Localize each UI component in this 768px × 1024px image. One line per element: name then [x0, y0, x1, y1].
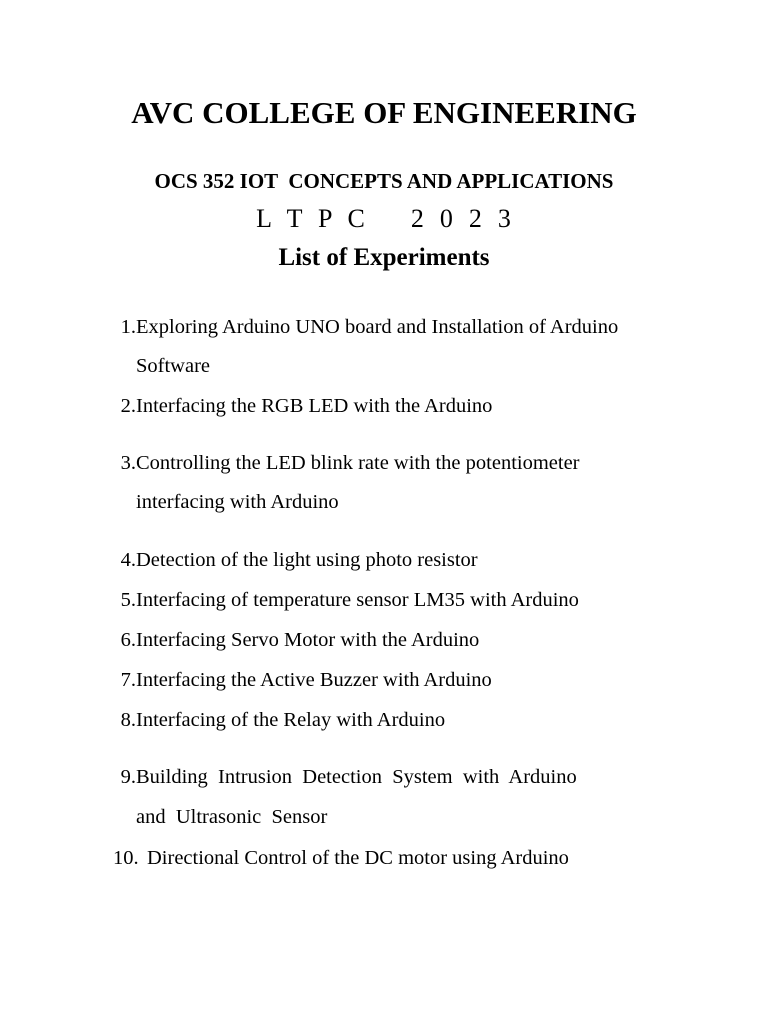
- item-number: 9.: [120, 766, 136, 788]
- item-number: 2.: [120, 395, 136, 417]
- list-title: List of Experiments: [278, 244, 490, 271]
- item-text: Exploring Arduino UNO board and Installation of Arduino: [136, 316, 619, 338]
- item-number: 3.: [120, 452, 136, 474]
- item-text: Controlling the LED blink rate with the potentiometer: [136, 452, 580, 474]
- college-title: AVC COLLEGE OF ENGINEERING: [131, 95, 637, 130]
- item-number: 1.: [120, 316, 136, 338]
- item-text-continuation: interfacing with Arduino: [136, 491, 339, 513]
- item-number: 5.: [120, 589, 136, 611]
- item-number: 6.: [120, 629, 136, 651]
- ltpc-line: L T P C 2 0 2 3: [256, 204, 512, 233]
- item-text: Interfacing the RGB LED with the Arduino: [136, 395, 493, 417]
- item-text: Interfacing the Active Buzzer with Arduino: [136, 669, 492, 691]
- item-text: Directional Control of the DC motor using Arduino: [147, 847, 569, 869]
- item-number: 8.: [120, 709, 136, 731]
- item-number: 7.: [120, 669, 136, 691]
- item-text: Building Intrusion Detection System with Arduino: [136, 766, 577, 788]
- item-text-continuation: Software: [136, 355, 211, 377]
- item-text: Interfacing of temperature sensor LM35 with Arduino: [136, 589, 579, 611]
- item-number: 4.: [120, 549, 136, 571]
- item-text: Interfacing Servo Motor with the Arduino: [136, 629, 480, 651]
- course-title: OCS 352 IOT CONCEPTS AND APPLICATIONS: [154, 169, 614, 193]
- item-text: Detection of the light using photo resistor: [136, 549, 478, 571]
- item-number: 10.: [113, 847, 139, 869]
- item-text: Interfacing of the Relay with Arduino: [136, 709, 446, 731]
- item-text-continuation: and Ultrasonic Sensor: [136, 806, 328, 828]
